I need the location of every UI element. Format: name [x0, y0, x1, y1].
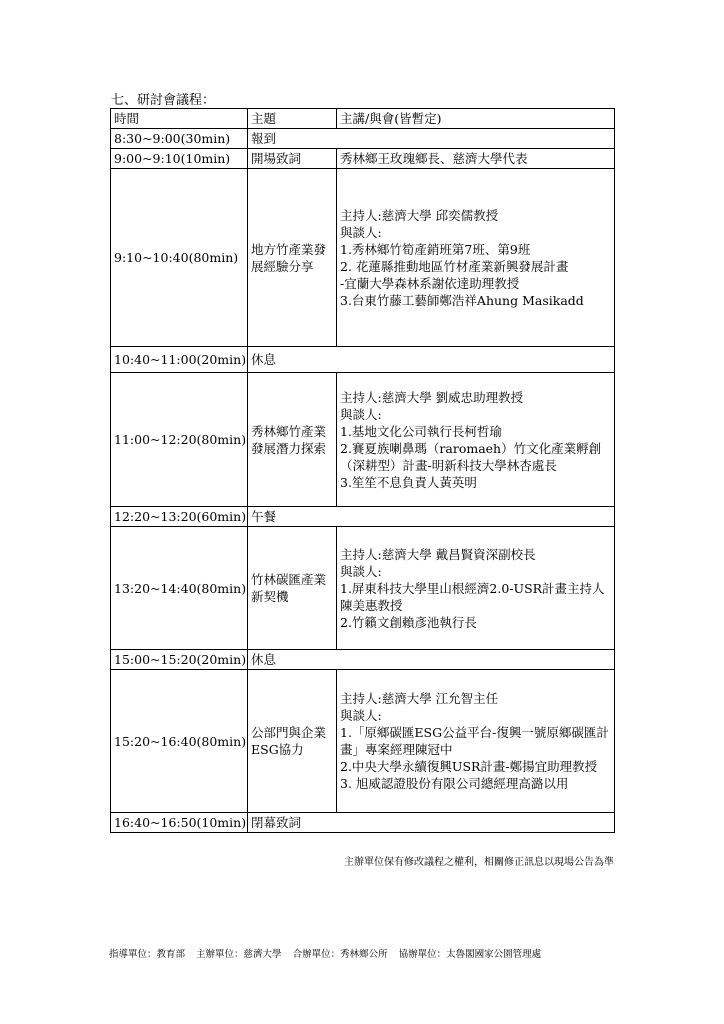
row-topic: 午餐 — [248, 507, 615, 527]
table-row — [111, 507, 615, 527]
table-row — [111, 129, 615, 149]
detail-line: 與談人: — [340, 224, 382, 240]
detail-line: 與談人: — [340, 708, 382, 723]
table-row — [111, 347, 615, 373]
table-row — [111, 670, 615, 813]
header-topic: 主題 — [248, 109, 337, 129]
footer — [109, 946, 549, 960]
detail-line: 3. 旭威認證股份有限公司總經理高潞以用 — [340, 776, 569, 791]
table-row — [111, 527, 615, 650]
detail-line: 主持人:慈濟大學 劉威忠助理教授 — [340, 389, 524, 405]
row-detail — [337, 149, 615, 169]
detail-line: 2.竹籟文創賴彥池執行長 — [340, 614, 477, 630]
row-time: 16:40~16:50(10min) — [111, 813, 248, 833]
detail-line: 1.秀林鄉竹筍產銷班第7班、第9班 — [340, 241, 531, 257]
table-row — [111, 169, 615, 347]
row-topic: 閉幕致詞 — [248, 813, 615, 833]
detail-line: 與談人: — [340, 563, 382, 579]
footer-co-host: 合辦單位：秀林鄉公所 — [292, 949, 388, 960]
footer-assist: 協辦單位：太魯閣國家公園管理處 — [398, 949, 542, 960]
row-time: 12:20~13:20(60min) — [111, 507, 248, 527]
row-topic: 公部門與企業ESG協力 — [248, 670, 337, 813]
detail-line: 與談人: — [340, 406, 382, 422]
detail-line: 2.中央大學永續復興USR計畫-鄭揚宜助理教授 — [340, 759, 598, 774]
table-row — [111, 813, 615, 833]
row-time: 9:00~9:10(10min) — [111, 149, 248, 169]
table-row — [111, 373, 615, 507]
header-time: 時間 — [111, 109, 248, 129]
row-topic: 秀林鄉竹產業發展潛力探索 — [248, 373, 337, 507]
detail-line: 1.基地文化公司執行長柯哲瑜 — [340, 423, 502, 439]
row-time: 13:20~14:40(80min) — [111, 527, 248, 650]
row-topic: 休息 — [248, 347, 615, 373]
detail-line: 主持人:慈濟大學 邱奕儒教授 — [340, 207, 499, 223]
row-topic: 休息 — [248, 650, 615, 670]
detail-line: -宜蘭大學森林系謝依達助理教授 — [340, 275, 520, 291]
agenda-table — [110, 108, 615, 833]
table-row — [111, 149, 615, 169]
row-time: 15:20~16:40(80min) — [111, 670, 248, 813]
footer-host: 主辦單位：慈濟大學 — [196, 949, 282, 960]
detail-line: 3.台東竹藤工藝師鄭浩祥Ahung Masikadd — [340, 292, 584, 308]
row-detail — [337, 373, 615, 507]
row-time: 10:40~11:00(20min) — [111, 347, 248, 373]
row-topic: 竹林碳匯產業新契機 — [248, 527, 337, 650]
detail-line: 主持人:慈濟大學 江允智主任 — [340, 691, 499, 706]
row-time: 9:10~10:40(80min) — [111, 169, 248, 347]
row-topic: 地方竹產業發展經驗分享 — [248, 169, 337, 347]
detail-line: 3.笙笙不息負責人黃英明 — [340, 474, 477, 490]
table-header-row — [111, 109, 615, 129]
table-row — [111, 650, 615, 670]
row-topic: 報到 — [248, 129, 615, 149]
row-time: 15:00~15:20(20min) — [111, 650, 248, 670]
row-time: 11:00~12:20(80min) — [111, 373, 248, 507]
row-topic: 開場致詞 — [248, 149, 337, 169]
section-title: 七、研討會議程： — [111, 93, 216, 108]
row-detail — [337, 169, 615, 347]
detail-line: 1.「原鄉碳匯ESG公益平台-復興一號原鄉碳匯計畫」專案經理陳冠中 — [340, 725, 609, 757]
detail-line: 2.賽夏族喇鼻瑪（raromaeh）竹文化產業孵創（深耕型）計畫-明新科技大學林杏處長 — [340, 440, 602, 473]
detail-line: 1.屏東科技大學里山根經濟2.0-USR計畫主持人陳美惠教授 — [340, 580, 605, 613]
detail-line: 主持人:慈濟大學 戴昌賢資深副校長 — [340, 546, 536, 562]
row-detail — [337, 527, 615, 650]
header-speakers: 主講/與會(皆暫定) — [337, 109, 615, 129]
row-time: 8:30~9:00(30min) — [111, 129, 248, 149]
row-detail — [337, 670, 615, 813]
detail-line: 2. 花蓮縣推動地區竹材產業新興發展計畫 — [340, 258, 569, 274]
revision-note: 主辦單位保有修改議程之權利，相關修正訊息以現場公告為準 — [344, 857, 614, 868]
detail-line: 秀林鄉王玫瑰鄉長、慈濟大學代表 — [340, 151, 528, 166]
footer-guide: 指導單位：教育部 — [109, 949, 186, 960]
